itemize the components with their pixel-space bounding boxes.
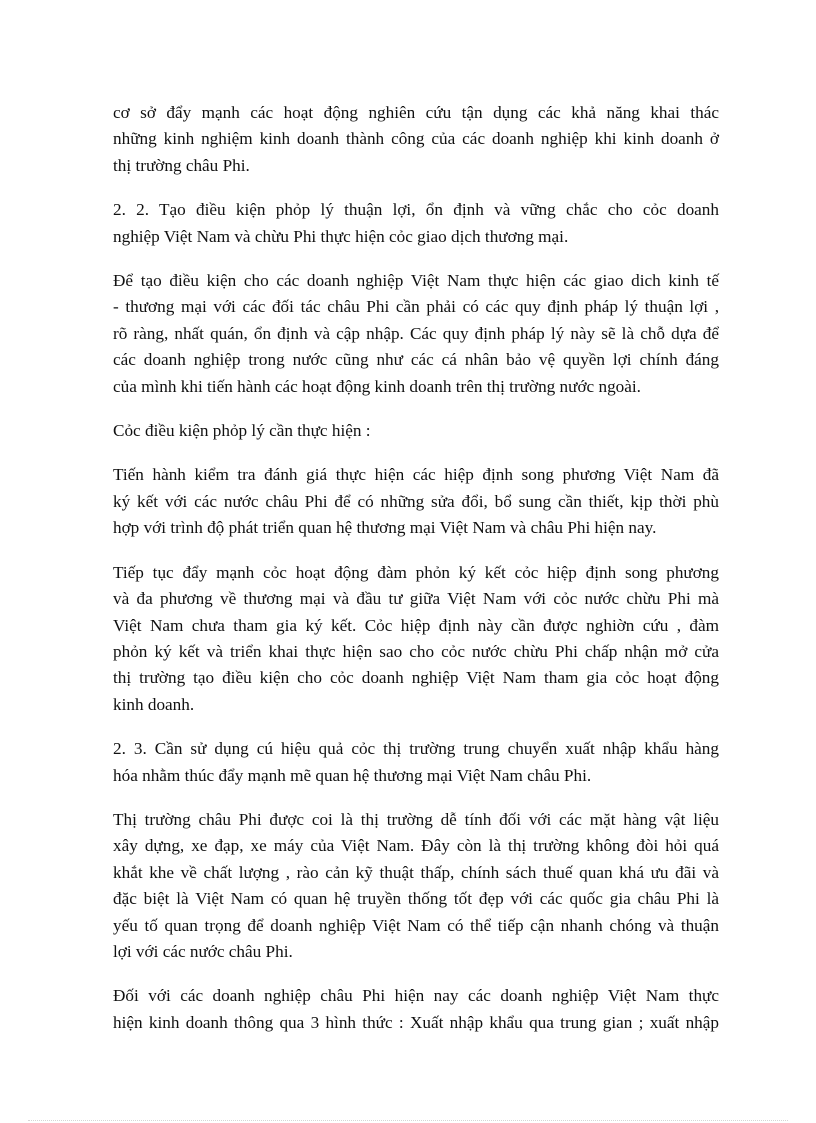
paragraph-4 — [113, 418, 719, 444]
paragraph-line: và đa phương về thương mại và đầu tư giữa Việt Nam với cỏc nước chừu Phi mà — [113, 589, 719, 609]
paragraph-line: những kinh nghiệm kinh doanh thành công của các doanh nghiệp khi kinh doanh ở — [113, 129, 719, 149]
paragraph-line: phỏn ký kết và triển khai thực hiện sao cho cỏc nước chừu Phi chấp nhận mở cửa — [113, 641, 719, 661]
section-heading-2-3 — [113, 736, 719, 789]
section-heading-2-2 — [113, 197, 719, 250]
paragraph-line: Cỏc điều kiện phỏp lý cần thực hiện : — [113, 421, 371, 441]
paragraph-5 — [113, 462, 719, 541]
paragraph-9 — [113, 983, 719, 1036]
paragraph-line: đặc biệt là Việt Nam có quan hệ truyền thống tốt đẹp với các quốc gia châu Phi là — [113, 889, 719, 909]
paragraph-line: của mình khi tiến hành các hoạt động kinh doanh trên thị trường nước ngoài. — [113, 376, 641, 396]
paragraph-line: Tiếp tục đẩy mạnh cỏc hoạt động đàm phỏn ký kết cỏc hiệp định song phương — [113, 562, 719, 582]
paragraph-line: Để tạo điều kiện cho các doanh nghiệp Việt Nam thực hiện các giao dich kinh tế — [113, 271, 719, 291]
paragraph-line: Thị trường châu Phi được coi là thị trường dễ tính đối với các mặt hàng vật liệu — [113, 809, 719, 829]
paragraph-line: xây dựng, xe đạp, xe máy của Việt Nam. Đây còn là thị trường không đòi hỏi quá — [113, 836, 719, 856]
paragraph-line: Tiến hành kiểm tra đánh giá thực hiện các hiệp định song phương Việt Nam đã — [113, 465, 719, 485]
paragraph-line: 2. 2. Tạo điều kiện phỏp lý thuận lợi, ổn định và vững chắc cho cỏc doanh — [113, 200, 719, 220]
paragraph-line: lợi với các nước châu Phi. — [113, 941, 293, 961]
paragraph-line: 2. 3. Cần sử dụng cú hiệu quả cỏc thị trường trung chuyển xuất nhập khẩu hàng — [113, 739, 719, 759]
paragraph-line: yếu tố quan trọng để doanh nghiệp Việt Nam có thể tiếp cận nhanh chóng và thuận — [113, 915, 719, 935]
paragraph-8 — [113, 807, 719, 965]
paragraph-1 — [113, 100, 719, 179]
paragraph-3 — [113, 268, 719, 400]
paragraph-line: hóa nhằm thúc đẩy mạnh mẽ quan hệ thương mại Việt Nam châu Phi. — [113, 765, 592, 785]
paragraph-line: hợp với trình độ phát triển quan hệ thương mại Việt Nam và châu Phi hiện nay. — [113, 518, 657, 538]
paragraph-line: Đối với các doanh nghiệp châu Phi hiện nay các doanh nghiệp Việt Nam thực — [113, 986, 719, 1006]
paragraph-line: cơ sở đẩy mạnh các hoạt động nghiên cứu tận dụng các khả năng khai thác — [113, 103, 719, 122]
paragraph-line: Việt Nam chưa tham gia ký kết. Cỏc hiệp định này cần được nghiờn cứu , đàm — [113, 615, 719, 635]
paragraph-line: các doanh nghiệp trong nước cũng như các cá nhân bảo vệ quyền lợi chính đáng — [113, 350, 719, 370]
paragraph-6 — [113, 560, 719, 718]
paragraph-line: thị trường châu Phi. — [113, 155, 250, 175]
paragraph-line: - thương mại với các đối tác châu Phi cần phải có các quy định pháp lý thuận lợi , — [113, 297, 719, 317]
page-bottom-divider — [28, 1120, 788, 1121]
paragraph-line: rõ ràng, nhất quán, ổn định và cập nhập. Các quy định pháp lý này sẽ là chỗ dựa để — [113, 323, 719, 343]
paragraph-line: nghiệp Việt Nam và chừu Phi thực hiện cỏc giao dịch thương mại. — [113, 226, 569, 246]
document-body — [113, 100, 719, 1054]
paragraph-line: ký kết với các nước châu Phi để có những sửa đổi, bổ sung cần thiết, kịp thời phù — [113, 491, 719, 511]
paragraph-line: hiện kinh doanh thông qua 3 hình thức : Xuất nhập khẩu qua trung gian ; xuất nhập — [113, 1012, 719, 1032]
paragraph-line: thị trường tạo điều kiện cho cỏc doanh nghiệp Việt Nam tham gia cỏc hoạt động — [113, 668, 719, 688]
paragraph-line: khắt khe về chất lượng , rào cản kỹ thuật thấp, chính sách thuế quan khá ưu đãi và — [113, 862, 719, 882]
paragraph-line: kinh doanh. — [113, 694, 195, 714]
